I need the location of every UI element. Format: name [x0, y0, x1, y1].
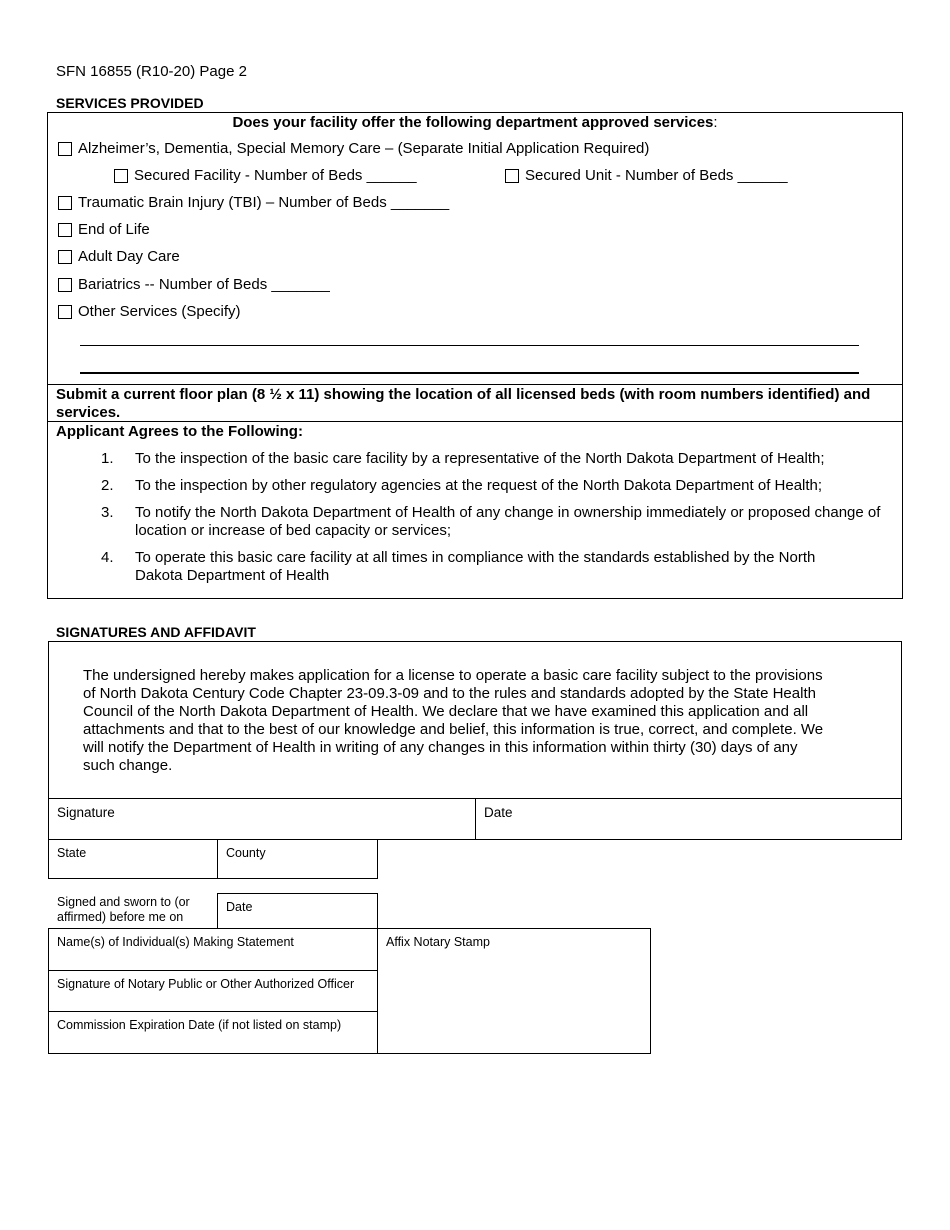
agreement-number: 3.	[101, 504, 114, 521]
other-services-label: Other Services (Specify)	[78, 303, 241, 320]
county-field[interactable]	[217, 839, 378, 879]
agreement-text: To the inspection by other regulatory agencies at the request of the North Dakota Department of Health;	[135, 477, 823, 494]
commission-date-label: Commission Expiration Date (if not listed on stamp)	[57, 1018, 342, 1032]
sworn-date-field[interactable]	[217, 893, 378, 929]
commission-date-field[interactable]	[48, 1011, 378, 1054]
agreement-number: 1.	[101, 450, 114, 467]
alzheimers-label: Alzheimer’s, Dementia, Special Memory Care – (Separate Initial Application Required)	[78, 140, 650, 157]
adult-day-care-checkbox[interactable]	[58, 250, 72, 264]
notary-stamp-label: Affix Notary Stamp	[386, 935, 490, 949]
end-of-life-checkbox[interactable]	[58, 223, 72, 237]
sworn-label: Signed and sworn to (or affirmed) before me on	[57, 895, 190, 924]
notary-signature-label: Signature of Notary Public or Other Authorized Officer	[57, 977, 355, 991]
signature-label: Signature	[57, 805, 115, 820]
secured-unit-label: Secured Unit - Number of Beds ______	[525, 167, 788, 184]
state-field[interactable]	[48, 839, 218, 879]
sworn-date-label: Date	[226, 900, 253, 914]
other-services-checkbox[interactable]	[58, 305, 72, 319]
signatures-heading: SIGNATURES AND AFFIDAVIT	[56, 624, 256, 640]
county-label: County	[226, 846, 266, 860]
signature-field[interactable]	[48, 798, 476, 840]
date-field[interactable]	[475, 798, 902, 840]
divider	[47, 421, 903, 422]
alzheimers-checkbox[interactable]	[58, 142, 72, 156]
agreement-number: 4.	[101, 549, 114, 566]
date-label: Date	[484, 805, 513, 820]
other-services-line-1[interactable]	[80, 345, 859, 346]
secured-facility-label: Secured Facility - Number of Beds ______	[134, 167, 417, 184]
agreement-text: To operate this basic care facility at all times in compliance with the standards established by the North Dakota Department of Health	[135, 549, 816, 584]
floor-plan-instruction: Submit a current floor plan (8 ½ x 11) showing the location of all licensed beds (with room numbers identified) and services.	[56, 386, 871, 421]
notary-signature-field[interactable]	[48, 970, 378, 1012]
agreement-text: To notify the North Dakota Department of Health of any change in ownership immediately or proposed change of location or increase of bed capacity or services;	[135, 504, 881, 539]
agreement-number: 2.	[101, 477, 114, 494]
bariatrics-label: Bariatrics -- Number of Beds _______	[78, 276, 330, 293]
services-heading: SERVICES PROVIDED	[56, 95, 204, 111]
names-label: Name(s) of Individual(s) Making Statement	[57, 935, 294, 949]
bariatrics-checkbox[interactable]	[58, 278, 72, 292]
names-field[interactable]	[48, 928, 378, 971]
services-question: Does your facility offer the following department approved services:	[232, 114, 718, 131]
other-services-line-2[interactable]	[80, 372, 859, 374]
affidavit-text: The undersigned hereby makes application for a license to operate a basic care facility subject to the provisions of North Dakota Century Code Chapter 23-09.3-09 and to the rules and standards adopted by the State Health Council of the North Dakota Department of Health. We declare that we have examined this application and all attachments and that to the best of our knowledge and belief, this information is true, correct, and complete. We will notify the Department of Health in writing of any changes in this information within thirty (30) days of any such change.	[83, 667, 824, 774]
state-label: State	[57, 846, 87, 860]
secured-facility-checkbox[interactable]	[114, 169, 128, 183]
end-of-life-label: End of Life	[78, 221, 150, 238]
tbi-checkbox[interactable]	[58, 196, 72, 210]
agreement-text: To the inspection of the basic care facility by a representative of the North Dakota Department of Health;	[135, 450, 825, 467]
adult-day-care-label: Adult Day Care	[78, 248, 180, 265]
secured-unit-checkbox[interactable]	[505, 169, 519, 183]
divider	[47, 384, 903, 385]
agrees-heading: Applicant Agrees to the Following:	[56, 423, 303, 440]
tbi-label: Traumatic Brain Injury (TBI) – Number of Beds _______	[78, 194, 450, 211]
form-id: SFN 16855 (R10-20) Page 2	[56, 63, 247, 80]
notary-stamp-area	[377, 928, 651, 1054]
